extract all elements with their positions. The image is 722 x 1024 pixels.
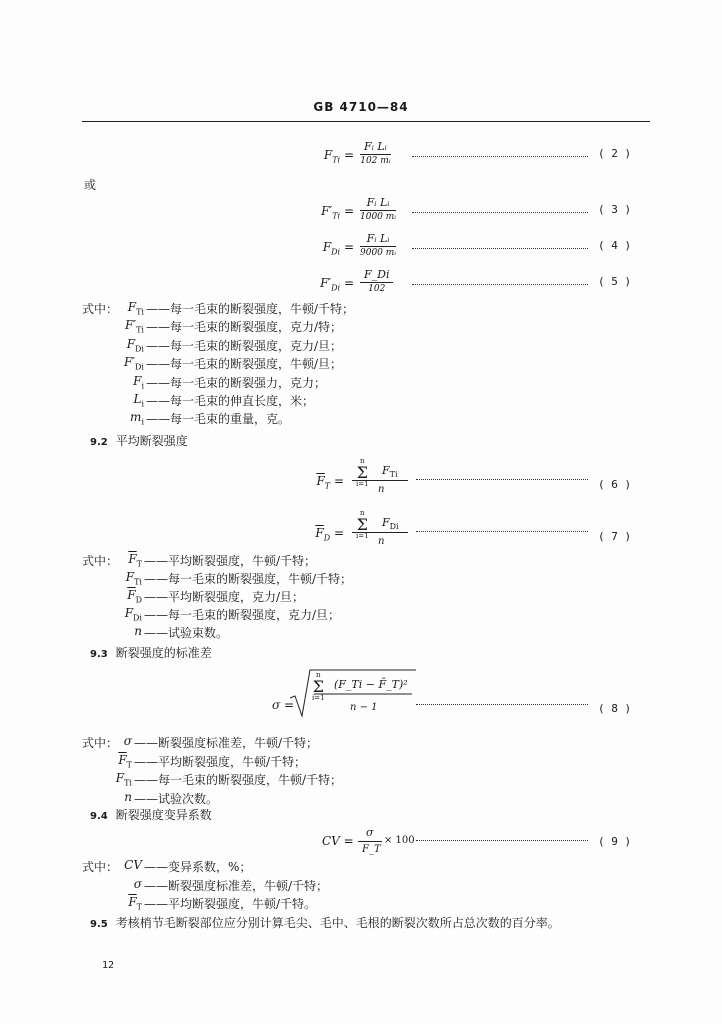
definition-text: ——每一毛束的断裂强度，克力/旦； — [146, 338, 343, 353]
eq-fraction — [360, 232, 396, 258]
or-text: 或 — [84, 178, 97, 192]
eq6-lhs: $\overline{F}$ — [316, 474, 325, 488]
definition-symbol: σ — [123, 734, 132, 748]
equation-4 — [0, 232, 722, 262]
definition-text: ——每一毛束的断裂强度，牛顿/千特； — [134, 773, 343, 788]
eq9-bar — [358, 841, 382, 842]
definition-symbol: n — [124, 789, 132, 804]
eq-leader-dots — [412, 152, 588, 157]
definitions-intro: 式中： — [82, 554, 119, 568]
eq7-den: n — [378, 536, 385, 547]
definition-text: ——每一毛束的断裂强度，克力/旦； — [144, 608, 341, 622]
definition-text: ——每一毛束的重量，克。 — [146, 412, 291, 427]
definition-symbol: $F'_{Ti}$ — [125, 318, 144, 335]
equation-3 — [0, 196, 722, 226]
eq-numerator: Fᵢ Lᵢ — [360, 232, 396, 247]
eq-numerator: Fᵢ Lᵢ — [360, 196, 396, 211]
eq6-den: n — [378, 484, 385, 495]
equation-2 — [0, 140, 722, 170]
definition-text: ——每一毛束的断裂强度，克力/特； — [146, 320, 343, 335]
eq6-num: $F_{Ti}$ — [382, 464, 398, 480]
definition-text: ——变异系数，%； — [144, 860, 252, 874]
eq7-bar — [352, 532, 408, 533]
eq-lhs: $F'_{Di}$ = — [320, 276, 354, 293]
definition-symbol: σ — [133, 876, 142, 891]
eq8-sum-top: n — [316, 671, 321, 679]
section-9-4 — [90, 806, 212, 823]
eq6-dots — [416, 475, 588, 480]
eq6-bar — [352, 480, 408, 481]
definition-text: ——平均断裂强度，牛顿/千特。 — [144, 897, 317, 912]
equation-7: $\overline{F}_D$ = n Σ i=1 $F_{Di}$ n ( 7 ) — [315, 509, 632, 547]
definition-text: ——断裂强度标准差，牛顿/千特； — [134, 736, 319, 750]
eq8-label: ( 8 ) — [598, 702, 632, 715]
definition-text: ——每一毛束的伸直长度，米； — [146, 394, 315, 408]
eq6-sum: n Σ i=1 — [356, 457, 369, 488]
eq9-dots — [416, 836, 588, 841]
definition-text: ——每一毛束的断裂强度，牛顿/旦； — [146, 357, 343, 372]
eq7-label: ( 7 ) — [598, 530, 632, 543]
equation-6: $\overline{F}_T$ = n Σ i=1 $F_{Ti}$ n ( 6 ) — [316, 457, 632, 495]
definition-text: ——试验次数。 — [134, 791, 219, 806]
definition-symbol: $F_{Di}$ — [126, 336, 144, 354]
definitions-intro: 式中： — [82, 860, 119, 874]
eq-denominator: 1000 mᵢ — [360, 212, 397, 222]
eq7-sum-bot: i=1 — [356, 532, 369, 540]
section-number: 9.3 — [90, 649, 108, 660]
eq-denominator: 9000 mᵢ — [360, 248, 397, 258]
definition-symbol: $F_{Ti}$ — [125, 570, 142, 587]
eq-number: ( 4 ) — [598, 239, 632, 252]
eq9-den: F_T — [362, 844, 381, 855]
definition-text: ——平均断裂强度，牛顿/千特； — [144, 554, 317, 568]
eq-lhs: $F_{Ti}$ = — [323, 148, 354, 165]
eq-numerator: Fᵢ Lᵢ — [360, 140, 391, 155]
eq-number: ( 5 ) — [598, 275, 632, 288]
equation-9 — [0, 826, 722, 862]
eq7-sum-top: n — [360, 509, 365, 517]
definition-text: ——每一毛束的断裂强力，克力； — [146, 375, 327, 390]
section-number: 9.5 — [90, 919, 108, 930]
eq-fraction — [360, 268, 393, 294]
eq8-sum-bot: i=1 — [312, 694, 325, 702]
eq6-lhs-sub: T — [324, 481, 331, 491]
eq-denominator: 102 — [368, 284, 386, 294]
eq-lhs: $F_{Di}$ = — [322, 240, 354, 257]
definition-text: ——平均断裂强度，克力/旦； — [144, 590, 305, 604]
definition-text: ——试验束数。 — [144, 626, 229, 640]
definition-symbol: $F_{Ti}$ — [115, 771, 132, 788]
page-number: 12 — [102, 960, 115, 971]
definition-text: ——断裂强度标准差，牛顿/千特； — [144, 878, 329, 893]
eq9-times: × 100 — [384, 835, 415, 846]
equation-5 — [0, 268, 722, 298]
eq-leader-dots — [412, 208, 588, 213]
definitions-intro: 式中： — [82, 736, 119, 750]
eq-denominator: 102 mᵢ — [360, 156, 391, 166]
eq7-lhs: $\overline{F}$ — [315, 526, 324, 540]
section-9-2 — [90, 432, 188, 449]
section-number: 9.4 — [90, 811, 108, 822]
eq8-dots — [416, 700, 588, 705]
definition-symbol: $\overline{F}_T$ — [118, 752, 132, 769]
definition-symbol: $F_i$ — [133, 373, 144, 390]
page-header: GB 4710—84 — [313, 100, 409, 114]
section-9-3 — [90, 644, 212, 661]
eq-numerator: F_Di — [360, 268, 393, 283]
definitions-intro: 式中： — [82, 302, 119, 316]
eq7-sum: n Σ i=1 — [356, 509, 369, 540]
eq-fraction — [360, 140, 391, 166]
definition-symbol: $L_i$ — [133, 392, 144, 409]
eq-number: ( 3 ) — [598, 203, 632, 216]
definition-text: ——每一毛束的断裂强度，牛顿/千特； — [146, 302, 355, 316]
section-text: 考核梢节毛断裂部位应分别计算毛尖、毛中、毛根的断裂次数所占总次数的百分率。 — [115, 916, 560, 930]
eq-leader-dots — [412, 280, 588, 285]
eq-leader-dots — [412, 244, 588, 249]
definition-symbol: $m_i$ — [130, 410, 144, 427]
definition-symbol: $\overline{F}_T$ — [128, 552, 142, 569]
definition-symbol: n — [134, 624, 142, 638]
definition-symbol: $\overline{F}_D$ — [127, 588, 142, 605]
eq-lhs: $F'_{Ti}$ = — [321, 204, 354, 221]
definition-text: ——每一毛束的断裂强度，牛顿/千特； — [144, 572, 353, 586]
eq9-lhs: CV = — [322, 834, 354, 848]
eq8-lhs: σ = — [272, 698, 295, 712]
definition-symbol: $\overline{F}_T$ — [128, 895, 142, 912]
equation-8 — [0, 668, 722, 718]
eq6-sum-bot: i=1 — [356, 480, 369, 488]
eq7-lhs-sub: D — [323, 533, 331, 543]
definition-symbol: $F'_{Di}$ — [123, 355, 144, 372]
eq6-sum-top: n — [360, 457, 365, 465]
eq7-dots — [416, 527, 588, 532]
eq8-sum: n Σ i=1 — [312, 671, 325, 702]
eq-number: ( 2 ) — [598, 147, 632, 160]
definition-symbol: $F_{Di}$ — [124, 606, 142, 623]
section-title: 断裂强度变异系数 — [115, 808, 212, 822]
definition-text: ——平均断裂强度，牛顿/千特； — [134, 754, 307, 769]
eq-fraction — [360, 196, 396, 222]
header-rule — [82, 121, 650, 122]
section-number: 9.2 — [90, 437, 108, 448]
section-title: 平均断裂强度 — [115, 434, 188, 448]
definition-symbol: $F_{Ti}$ — [127, 300, 144, 317]
eq9-num: σ — [366, 826, 374, 839]
eq8-num: (F_Ti − F̄_T)² — [334, 678, 408, 691]
section-title: 断裂强度的标准差 — [115, 646, 212, 660]
section-9-5 — [90, 914, 560, 931]
eq7-num: $F_{Di}$ — [382, 516, 399, 532]
eq8-den: n − 1 — [350, 702, 378, 713]
definition-symbol: CV — [124, 858, 142, 872]
eq6-label: ( 6 ) — [598, 478, 632, 491]
eq9-label: ( 9 ) — [598, 835, 632, 848]
